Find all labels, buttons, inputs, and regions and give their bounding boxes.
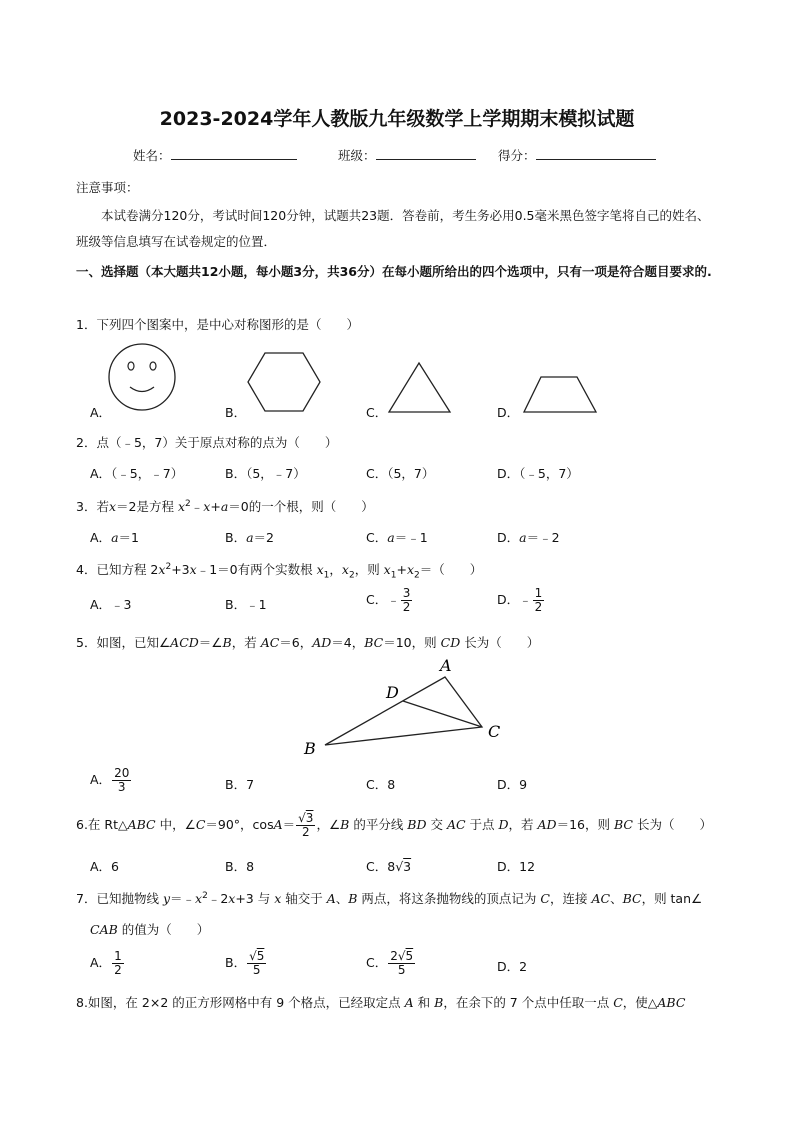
q4-option-d[interactable]: D．﹣ $\frac{1}{2}$ (497, 586, 543, 614)
q7-stem-line2: CAB 的值为（ ） (90, 922, 210, 937)
section-heading: 一、选择题（本大题共12小题，每小题3分，共36分）在每小题所给出的四个选项中，只有一项是符合题目要求的. (76, 264, 712, 279)
notice-heading: 注意事项： (76, 180, 139, 195)
q3-option-a[interactable]: A．a＝1 (90, 530, 139, 545)
q7-stem-line1: 7．已知抛物线 $y=﹣x^2﹣2x+3$ 与 x 轴交于 A、B 两点，将这条抛物线的顶点记为 C，连接 AC、BC，则 tan∠ (76, 890, 703, 906)
q8-stem: 8.如图，在 2×2 的正方形网格中有 9 个格点，已经取定点 A 和 B，在余下的 7 个点中任取一点 C，使△ABC (76, 995, 686, 1010)
q6-option-d[interactable]: D．12 (497, 859, 536, 874)
q6-option-c[interactable]: C．8√3 (366, 859, 412, 874)
vertex-label-a: A (440, 656, 452, 675)
q4-option-c[interactable]: C．﹣ $\frac{3}{2}$ (366, 586, 411, 614)
name-field[interactable] (133, 146, 297, 164)
vertex-label-d: D (386, 683, 399, 702)
q2-option-c[interactable]: C．（5，7） (366, 466, 435, 481)
q5-stem: 5．如图，已知∠ACD＝∠B，若 AC＝6，AD＝4，BC＝10，则 CD 长为（ ） (76, 635, 540, 650)
q5-option-c[interactable]: C．8 (366, 777, 396, 792)
q1-option-d[interactable]: D． (497, 405, 520, 420)
q4-stem: 4．已知方程 $2x^2+3x﹣1=0$有两个实数根 $x_1$，$x_2$，则 $x_1+x_2=$（ ） (76, 561, 483, 581)
q2-option-b[interactable]: B．（5，﹣7） (225, 466, 306, 481)
q1-option-c[interactable]: C． (366, 405, 388, 420)
class-label: 班级： (338, 148, 376, 163)
q1-stem: 1．下列四个图案中，是中心对称图形的是（ ） (76, 317, 359, 332)
q3-option-d[interactable]: D．a＝﹣2 (497, 530, 560, 545)
q3-option-c[interactable]: C．a＝﹣1 (366, 530, 428, 545)
q7-option-a[interactable]: A． $\frac{1}{2}$ (90, 949, 122, 977)
q2-option-a[interactable]: A．（﹣5，﹣7） (90, 466, 184, 481)
score-blank[interactable] (536, 147, 656, 160)
page-title: 2023-2024学年人教版九年级数学上学期期末模拟试题 (159, 108, 635, 130)
q7-option-c[interactable]: C． $\frac{2√5}{5}$ (366, 949, 414, 977)
q2-option-d[interactable]: D．（﹣5，7） (497, 466, 579, 481)
class-blank[interactable] (376, 147, 476, 160)
vertex-label-b: B (304, 739, 316, 758)
notice-text: 本试卷满分120分，考试时间120分钟，试题共23题．答卷前，考生务必用0.5毫米黑色签字笔将自己的姓名、班级等信息填写在试卷规定的位置． (76, 208, 710, 249)
triangle-abc-diagram (300, 655, 510, 760)
q1-option-b[interactable]: B． (225, 405, 247, 420)
q2-stem: 2．点（﹣5，7）关于原点对称的点为（ ） (76, 435, 338, 450)
q1-option-a[interactable]: A． (90, 405, 112, 420)
q5-option-b[interactable]: B．7 (225, 777, 255, 792)
name-label: 姓名： (133, 148, 171, 163)
q6-option-a[interactable]: A．6 (90, 859, 120, 874)
name-blank[interactable] (171, 147, 297, 160)
score-label: 得分： (498, 148, 536, 163)
q5-option-a[interactable]: A． $\frac{20}{3}$ (90, 766, 130, 794)
smiley-figure (108, 340, 188, 418)
q3-stem: 3．若x＝2是方程 $x^2﹣x+a=0$的一个根，则（ ） (76, 498, 374, 514)
trapezoid-figure (521, 374, 601, 416)
q3-option-b[interactable]: B．a＝2 (225, 530, 274, 545)
triangle-figure (386, 360, 456, 416)
q4-option-b[interactable]: B．﹣1 (225, 597, 267, 612)
class-field[interactable] (338, 146, 476, 164)
score-field[interactable] (498, 146, 656, 164)
q6-option-b[interactable]: B．8 (225, 859, 255, 874)
hexagon-figure (245, 350, 325, 416)
q7-option-b[interactable]: B． $\frac{√5}{5}$ (225, 949, 265, 977)
q5-option-d[interactable]: D．9 (497, 777, 528, 792)
vertex-label-c: C (488, 722, 501, 741)
q4-option-a[interactable]: A．﹣3 (90, 597, 132, 612)
q7-option-d[interactable]: D．2 (497, 959, 528, 974)
q6-stem: 6.在 Rt△ABC 中，∠C＝90°，cosA＝ $\frac{√3}{2}$ ，∠B 的平分线 BD 交 AC 于点 D，若 AD＝16，则 BC 长为（ ） (76, 811, 712, 839)
